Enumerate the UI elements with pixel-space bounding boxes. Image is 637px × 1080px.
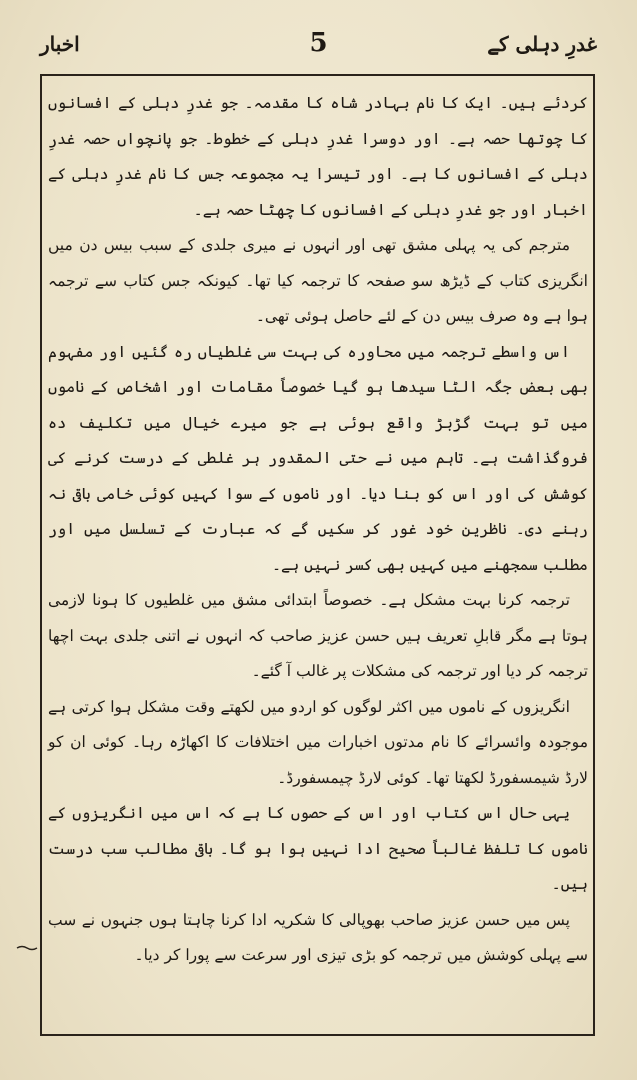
margin-mark-icon xyxy=(16,944,38,952)
header-title-left: اخبار xyxy=(40,32,80,56)
header-title-right: غدرِ دہلی کے xyxy=(487,32,597,56)
paragraph-7: پس میں حسن عزیز صاحب بھوپالی کا شکریہ ادا کرنا چاہتا ہوں جنہوں نے سب سے پہلی کوشش میں ترجمہ کو بڑی تیزی اور سرعت سے پورا کر دیا۔ xyxy=(48,910,588,964)
paragraph-1: کردئے ہیں۔ ایک کا نام بہادر شاہ کا مقدمہ۔ جو غدرِ دہلی کے افسانوں کا چوتھا حصہ ہے۔ اور دوسرا غدرِ دہلی کے خطوط۔ جو پانچواں حصہ غدرِ دہلی کے افسانوں کا ہے۔ اور تیسرا یہ مجموعہ جس کا نام غدرِ دہلی کے اخبار اور جو غدرِ دہلی کے افسانوں کا چھٹا حصہ ہے۔ xyxy=(48,94,588,219)
running-header xyxy=(40,28,597,62)
page-number: 5 xyxy=(309,28,328,58)
paragraph-5: انگریزوں کے ناموں میں اکثر لوگوں کو اردو میں لکھتے وقت مشکل ہوا کرتی ہے موجودہ وائسرائے کا نام مدتوں اخبارات میں اختلافات کا اکھاڑہ رہا۔ کوئی ان کو لارڈ شیمسفورڈ لکھتا تھا۔ کوئی لارڈ چیمسفورڈ۔ xyxy=(48,697,588,787)
paragraph-2: مترجم کی یہ پہلی مشق تھی اور انہوں نے میری جلدی کے سبب بیس دن میں انگریزی کتاب کے ڈیڑھ سو صفحہ کا ترجمہ کیا تھا۔ کیونکہ جس کتاب سے ترجمہ ہوا ہے وہ صرف بیس دن کے لئے حاصل ہوئی تھی۔ xyxy=(48,236,588,325)
paragraph-6: یہی حال اس کتاب اور اس کے حصوں کا ہے کہ اس میں انگریزوں کے ناموں کا تلفظ غالباً صحیح ادا نہیں ہوا ہو گا۔ باقی مطالب سب درست ہیں۔ xyxy=(48,804,588,893)
paragraph-4: ترجمہ کرنا بہت مشکل ہے۔ خصوصاً ابتدائی مشق میں غلطیوں کا ہونا لازمی ہوتا ہے مگر قابلِ تعریف ہیں حسن عزیز صاحب کہ انہوں نے اتنی جلدی بہت اچھا ترجمہ کر دیا اور ترجمہ کی مشکلات پر غالب آ گئے۔ xyxy=(48,591,588,680)
page-body xyxy=(48,86,588,974)
paragraph-3: اس واسطے ترجمہ میں محاورہ کی بہت سی غلطیاں رہ گئیں اور مفہوم بھی بعض جگہ الٹا سیدھا ہو گیا خصوصاً مقامات اور اشخاص کے ناموں میں تو بہت گڑبڑ واقع ہوئی ہے جو میرے خیال میں تکلیف دہ فروگذاشت ہے۔ تاہم میں نے حتی المقدور ہر غلطی کے درست کرنے کی کوشش کی اور اس کو بنا دیا۔ اور ناموں کے سوا کہیں کوئی خامی باقی نہ رہنے دی۔ ناظرین خود غور کر سکیں گے کہ عبارت کے تسلسل میں اور مطلب سمجھنے میں کہیں بھی کسر نہیں ہے۔ xyxy=(48,342,588,574)
